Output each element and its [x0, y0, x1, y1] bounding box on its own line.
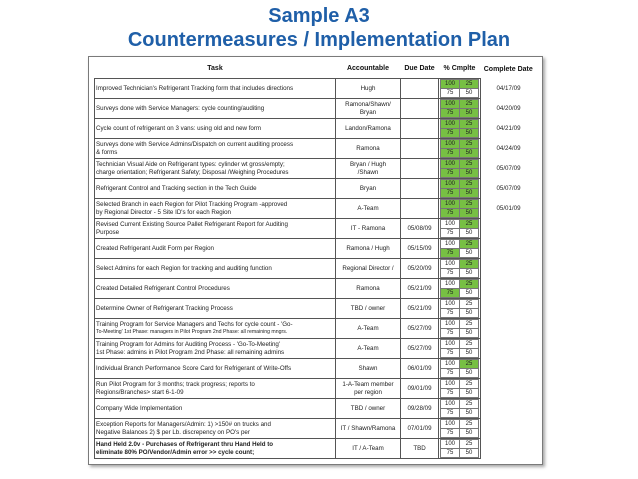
accountable-text: TBD / owner: [350, 404, 386, 412]
pct-cell: 75: [441, 449, 460, 458]
due-date-cell: 05/21/09: [401, 279, 439, 299]
pct-cell: 100: [441, 280, 460, 289]
accountable-text: /Shawn: [357, 168, 379, 176]
accountable-cell: [336, 199, 401, 219]
pct-complete-cell: [439, 259, 481, 279]
task-cell: [95, 299, 336, 319]
pct-cell: 50: [460, 309, 479, 318]
accountable-cell: [336, 359, 401, 379]
pct-complete-cell: [439, 439, 481, 459]
due-date-cell: 05/27/09: [401, 319, 439, 339]
pct-cell: 75: [441, 369, 460, 378]
pct-cell: 50: [460, 129, 479, 138]
task-text: Created Detailed Refrigerant Control Procedures: [96, 284, 230, 292]
pct-cell: 75: [441, 129, 460, 138]
header-complete-date: Complete Date: [483, 65, 533, 73]
pct-complete-grid: [440, 339, 479, 358]
task-cell: [95, 179, 336, 199]
task-cell: [95, 319, 336, 339]
pct-cell: 100: [441, 200, 460, 209]
pct-cell: 100: [441, 140, 460, 149]
task-cell: [95, 239, 336, 259]
task-text: Company Wide Implementation: [96, 404, 183, 412]
pct-cell: 25: [460, 360, 479, 369]
header-task: Task: [207, 65, 223, 73]
table-row: [95, 179, 537, 199]
complete-date-cell: [481, 359, 537, 379]
task-text: Selected Branch in each Region for Pilot Tracking Program -approved: [96, 201, 288, 209]
pct-cell: 100: [441, 160, 460, 169]
pct-cell: 25: [460, 180, 479, 189]
task-text: Individual Branch Performance Score Card for Refrigerant of Write-Offs: [96, 364, 292, 372]
table-row: [95, 79, 537, 99]
pct-complete-grid: [440, 399, 479, 418]
pct-complete-grid: [440, 79, 479, 98]
task-cell: [95, 199, 336, 219]
pct-cell: 50: [460, 409, 479, 418]
task-text: Negative Balances 2) $ per Lb. discrepency on PO's per: [96, 428, 250, 436]
due-date-cell: 05/21/09: [401, 299, 439, 319]
page-subtitle: Countermeasures / Implementation Plan: [127, 29, 511, 51]
task-text: Regions/Branches> start 6-1-09: [96, 388, 184, 396]
task-cell: [95, 399, 336, 419]
pct-complete-cell: [439, 359, 481, 379]
pct-complete-grid: [440, 139, 479, 158]
pct-cell: 75: [441, 289, 460, 298]
complete-date-cell: [481, 339, 537, 359]
pct-cell: 25: [460, 100, 479, 109]
accountable-text: IT - Ramona: [350, 224, 386, 232]
pct-complete-cell: [439, 139, 481, 159]
complete-date-cell: [481, 219, 537, 239]
table-row: [95, 219, 537, 239]
complete-date-cell: 04/24/09: [496, 144, 521, 152]
task-text: Exception Reports for Managers/Admin: 1) >150# on trucks and: [96, 421, 271, 429]
pct-complete-cell: [439, 399, 481, 419]
accountable-cell: [336, 119, 401, 139]
complete-date-cell: [481, 259, 537, 279]
accountable-text: 1-A-Team member: [342, 381, 394, 389]
due-date-cell: [401, 119, 439, 139]
pct-complete-grid: [440, 219, 479, 238]
pct-complete-cell: [439, 119, 481, 139]
pct-cell: 50: [460, 429, 479, 438]
pct-cell: 50: [460, 109, 479, 118]
accountable-text: Bryan / Hugh: [349, 161, 387, 169]
pct-cell: 100: [441, 360, 460, 369]
pct-cell: 100: [441, 300, 460, 309]
pct-cell: 75: [441, 189, 460, 198]
accountable-text: per region: [354, 388, 382, 396]
due-date-cell: 05/27/09: [401, 339, 439, 359]
task-cell: [95, 379, 336, 399]
pct-cell: 25: [460, 280, 479, 289]
pct-complete-cell: [439, 219, 481, 239]
page-title: Sample A3: [268, 5, 370, 27]
task-cell: [95, 79, 336, 99]
accountable-text: A-Team: [357, 344, 379, 352]
task-text: Training Program for Admins for Auditing Process - 'Go-To-Meeting': [96, 341, 281, 349]
accountable-cell: [336, 279, 401, 299]
accountable-cell: [336, 319, 401, 339]
pct-complete-cell: [439, 99, 481, 119]
task-cell: [95, 359, 336, 379]
pct-complete-grid: [440, 119, 479, 138]
header-due-date: Due Date: [404, 65, 435, 73]
table-row: [95, 319, 537, 339]
table-row: [95, 239, 537, 259]
pct-cell: 75: [441, 109, 460, 118]
pct-cell: 50: [460, 289, 479, 298]
accountable-cell: [336, 239, 401, 259]
pct-complete-grid: [440, 379, 479, 398]
pct-cell: 25: [460, 340, 479, 349]
pct-complete-grid: [440, 439, 479, 458]
pct-cell: 50: [460, 249, 479, 258]
complete-date-cell: [481, 379, 537, 399]
plan-rows: [95, 79, 537, 459]
task-text: Cycle count of refrigerant on 3 vans: using old and new form: [96, 124, 262, 132]
pct-complete-cell: [439, 299, 481, 319]
task-text: 1st Phase: admins in Pilot Program 2nd Phase: all remaining admins: [96, 348, 285, 356]
accountable-text: Landon/Ramona: [345, 124, 391, 132]
pct-complete-cell: [439, 379, 481, 399]
pct-cell: 50: [460, 229, 479, 238]
pct-complete-cell: [439, 159, 481, 179]
accountable-cell: [336, 179, 401, 199]
task-text: Technician Visual Aide on Refrigerant types: cylinder wt gross/empty;: [96, 161, 285, 169]
accountable-text: Ramona/Shawn/: [345, 101, 391, 109]
accountable-cell: [336, 379, 401, 399]
table-row: [95, 119, 537, 139]
complete-date-cell: 04/21/09: [496, 124, 521, 132]
pct-cell: 25: [460, 140, 479, 149]
task-text: Hand Held 2.0v - Purchases of Refrigerant thru Hand Held to: [96, 441, 274, 449]
accountable-text: A-Team: [357, 324, 379, 332]
due-date-cell: 05/08/09: [401, 219, 439, 239]
pct-cell: 25: [460, 240, 479, 249]
pct-cell: 25: [460, 400, 479, 409]
due-date-cell: 09/28/09: [401, 399, 439, 419]
pct-complete-grid: [440, 359, 479, 378]
task-cell: [95, 159, 336, 179]
complete-date-cell: 04/17/09: [496, 84, 521, 92]
accountable-text: A-Team: [357, 204, 379, 212]
complete-date-cell: [481, 299, 537, 319]
complete-date-cell: 05/07/09: [496, 184, 521, 192]
pct-cell: 25: [460, 440, 479, 449]
pct-cell: 25: [460, 220, 479, 229]
due-date-cell: [401, 159, 439, 179]
task-cell: [95, 279, 336, 299]
accountable-text: TBD / owner: [350, 304, 386, 312]
task-cell: [95, 119, 336, 139]
task-text: Run Pilot Program for 3 months; track progress; reports to: [96, 381, 255, 389]
pct-complete-grid: [440, 419, 479, 438]
pct-cell: 50: [460, 329, 479, 338]
accountable-cell: [336, 79, 401, 99]
pct-cell: 50: [460, 169, 479, 178]
pct-cell: 25: [460, 80, 479, 89]
pct-cell: 50: [460, 389, 479, 398]
pct-complete-cell: [439, 179, 481, 199]
due-date-cell: 07/01/09: [401, 419, 439, 439]
complete-date-cell: [481, 399, 537, 419]
accountable-cell: [336, 259, 401, 279]
pct-complete-cell: [439, 339, 481, 359]
accountable-cell: [336, 419, 401, 439]
pct-cell: 25: [460, 380, 479, 389]
pct-complete-grid: [440, 299, 479, 318]
accountable-text: Regional Director /: [342, 264, 394, 272]
accountable-cell: [336, 139, 401, 159]
pct-cell: 50: [460, 369, 479, 378]
pct-cell: 100: [441, 380, 460, 389]
due-date-cell: 05/15/09: [401, 239, 439, 259]
complete-date-cell: 04/20/09: [496, 104, 521, 112]
task-text: Select Admins for each Region for tracking and auditing function: [96, 264, 272, 272]
task-cell: [95, 419, 336, 439]
task-text: Created Refrigerant Audit Form per Region: [96, 244, 214, 252]
pct-complete-grid: [440, 199, 479, 218]
table-row: [95, 339, 537, 359]
header-accountable: Accountable: [346, 65, 389, 73]
pct-cell: 25: [460, 320, 479, 329]
pct-cell: 50: [460, 209, 479, 218]
header-row: [95, 60, 537, 79]
table-row: [95, 359, 537, 379]
pct-cell: 50: [460, 349, 479, 358]
pct-cell: 50: [460, 149, 479, 158]
accountable-text: IT / Shawn/Ramona: [340, 424, 396, 432]
due-date-cell: 05/20/09: [401, 259, 439, 279]
pct-complete-grid: [440, 99, 479, 118]
complete-date-cell: 05/07/09: [496, 164, 521, 172]
accountable-text: Ramona: [356, 144, 380, 152]
table-row: [95, 159, 537, 179]
table-row: [95, 99, 537, 119]
pct-cell: 25: [460, 120, 479, 129]
accountable-text: IT / A-Team: [352, 444, 384, 452]
pct-complete-grid: [440, 279, 479, 298]
pct-cell: 50: [460, 269, 479, 278]
complete-date-cell: [481, 319, 537, 339]
accountable-text: Hugh: [360, 84, 376, 92]
pct-cell: 25: [460, 200, 479, 209]
plan-sheet: [88, 56, 543, 465]
table-row: [95, 439, 537, 459]
due-date-cell: 09/01/09: [401, 379, 439, 399]
task-text: Purpose: [96, 228, 120, 236]
task-text: & forms: [96, 148, 118, 156]
pct-complete-cell: [439, 199, 481, 219]
pct-cell: 50: [460, 89, 479, 98]
pct-cell: 75: [441, 149, 460, 158]
task-text: Training Program for Service Managers and Techs for cycle count - 'Go-: [96, 321, 293, 329]
due-date-cell: 06/01/09: [401, 359, 439, 379]
pct-cell: 75: [441, 389, 460, 398]
table-row: [95, 379, 537, 399]
due-date-cell: [401, 179, 439, 199]
pct-cell: 25: [460, 420, 479, 429]
pct-cell: 75: [441, 309, 460, 318]
pct-cell: 100: [441, 180, 460, 189]
accountable-cell: [336, 159, 401, 179]
task-cell: [95, 259, 336, 279]
plan-table: [94, 60, 537, 459]
pct-cell: 75: [441, 249, 460, 258]
pct-cell: 100: [441, 80, 460, 89]
accountable-text: Ramona: [356, 284, 380, 292]
pct-cell: 100: [441, 120, 460, 129]
pct-cell: 100: [441, 420, 460, 429]
due-date-cell: TBD: [401, 439, 439, 459]
task-cell: [95, 339, 336, 359]
pct-cell: 25: [460, 300, 479, 309]
pct-cell: 100: [441, 400, 460, 409]
accountable-cell: [336, 399, 401, 419]
pct-cell: 75: [441, 329, 460, 338]
table-row: [95, 139, 537, 159]
accountable-text: Ramona / Hugh: [346, 244, 390, 252]
complete-date-cell: [481, 439, 537, 459]
task-text: by Regional Director - 5 Site ID's for each Region: [96, 208, 231, 216]
accountable-cell: [336, 439, 401, 459]
pct-complete-grid: [440, 259, 479, 278]
task-cell: [95, 439, 336, 459]
pct-cell: 100: [441, 220, 460, 229]
complete-date-cell: [481, 279, 537, 299]
accountable-cell: [336, 219, 401, 239]
task-cell: [95, 219, 336, 239]
task-text: charge orientation; Refrigerant Safety; Disposal /Weighing Procedures: [96, 168, 289, 176]
header-pct-complete: % Cmplte: [443, 65, 476, 73]
pct-cell: 50: [460, 449, 479, 458]
task-text: Surveys done with Service Managers: cycle counting/auditing: [96, 104, 265, 112]
due-date-cell: [401, 199, 439, 219]
pct-cell: 25: [460, 260, 479, 269]
due-date-cell: [401, 139, 439, 159]
complete-date-cell: [481, 419, 537, 439]
pct-cell: 100: [441, 340, 460, 349]
task-text: eliminate 80% PO/Vendor/Admin error >> cycle count;: [96, 448, 255, 456]
pct-cell: 75: [441, 409, 460, 418]
task-text: Refrigerant Control and Tracking section in the Tech Guide: [96, 184, 257, 192]
pct-cell: 100: [441, 100, 460, 109]
due-date-cell: [401, 99, 439, 119]
accountable-cell: [336, 299, 401, 319]
pct-complete-cell: [439, 279, 481, 299]
accountable-text: Bryan: [359, 184, 377, 192]
pct-complete-grid: [440, 319, 479, 338]
pct-complete-grid: [440, 179, 479, 198]
pct-cell: 100: [441, 260, 460, 269]
accountable-cell: [336, 99, 401, 119]
pct-complete-grid: [440, 159, 479, 178]
accountable-text: Shawn: [358, 364, 378, 372]
pct-complete-cell: [439, 79, 481, 99]
table-row: [95, 299, 537, 319]
pct-cell: 75: [441, 269, 460, 278]
due-date-cell: [401, 79, 439, 99]
table-row: [95, 199, 537, 219]
pct-cell: 75: [441, 429, 460, 438]
table-row: [95, 259, 537, 279]
accountable-cell: [336, 339, 401, 359]
pct-cell: 75: [441, 209, 460, 218]
task-text: To-Meeting' 1st Phase: managers in Pilot Program 2nd Phase: all remaining mngrs.: [96, 328, 288, 335]
task-cell: [95, 139, 336, 159]
pct-cell: 100: [441, 320, 460, 329]
pct-cell: 75: [441, 229, 460, 238]
task-text: Revised Current Existing Source Pallet Refrigerant Report for Auditing: [96, 221, 288, 229]
pct-cell: 100: [441, 440, 460, 449]
complete-date-cell: 05/01/09: [496, 204, 521, 212]
pct-cell: 75: [441, 89, 460, 98]
pct-complete-cell: [439, 239, 481, 259]
task-text: Surveys done with Service Admins/Dispatch on current auditing process: [96, 141, 294, 149]
pct-complete-cell: [439, 419, 481, 439]
task-text: Determine Owner of Refrigerant Tracking Process: [96, 304, 233, 312]
pct-cell: 75: [441, 349, 460, 358]
pct-complete-grid: [440, 239, 479, 258]
table-row: [95, 419, 537, 439]
pct-cell: 25: [460, 160, 479, 169]
task-cell: [95, 99, 336, 119]
pct-cell: 50: [460, 189, 479, 198]
pct-cell: 75: [441, 169, 460, 178]
table-row: [95, 399, 537, 419]
pct-cell: 100: [441, 240, 460, 249]
accountable-text: Bryan: [359, 108, 377, 116]
table-row: [95, 279, 537, 299]
complete-date-cell: [481, 239, 537, 259]
pct-complete-cell: [439, 319, 481, 339]
task-text: Improved Technician's Refrigerant Tracking form that includes directions: [96, 84, 294, 92]
